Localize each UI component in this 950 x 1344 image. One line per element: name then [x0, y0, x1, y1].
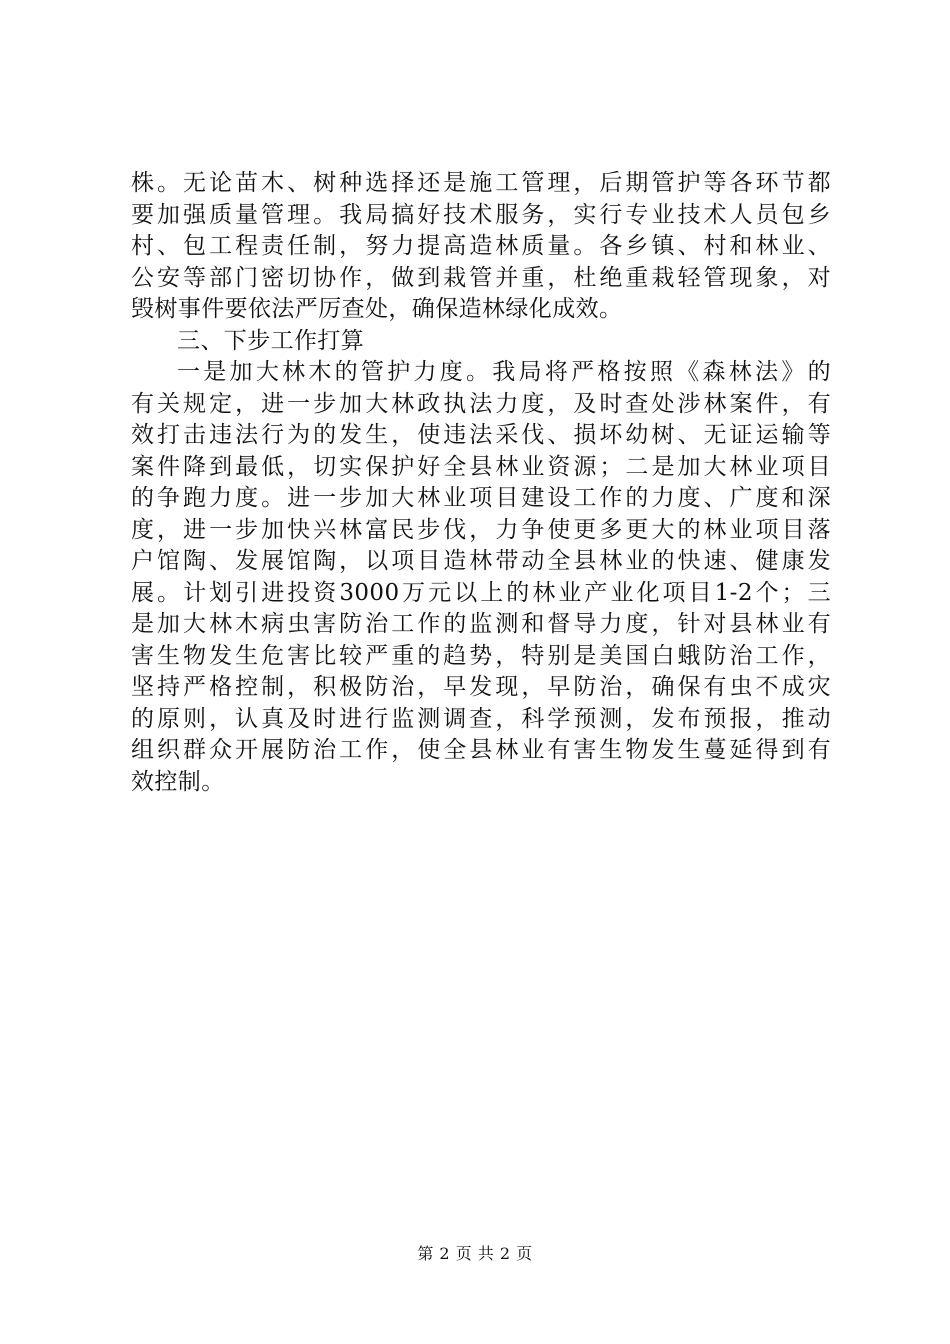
text-line: 户馆陶、发展馆陶，以项目造林带动全县林业的快速、健康发 — [131, 548, 831, 574]
text-line: 毁树事件要依法严厉查处，确保造林绿化成效。 — [131, 296, 623, 322]
page-number-label: 第 2 页 共 2 页 — [417, 1244, 533, 1263]
text-line: 株。无论苗木、树种选择还是施工管理，后期管护等各环节都 — [131, 170, 831, 196]
page-footer — [0, 1244, 950, 1264]
text-line: 村、包工程责任制，努力提高造林质量。各乡镇、村和林业、 — [131, 233, 831, 259]
text-line: 坚持严格控制，积极防治，早发现，早防治，确保有虫不成灾 — [131, 674, 831, 700]
text-line: 效控制。 — [131, 768, 225, 795]
text-line: 案件降到最低，切实保护好全县林业资源；二是加大林业项目 — [131, 453, 831, 480]
text-line: 害生物发生危害比较严重的趋势，特别是美国白蛾防治工作， — [131, 642, 831, 669]
text-line: 组织群众开展防治工作，使全县林业有害生物发生蔓延得到有 — [131, 737, 831, 763]
text-line: 要加强质量管理。我局搞好技术服务，实行专业技术人员包乡 — [131, 201, 831, 228]
text-line: 是加大林木病虫害防治工作的监测和督导力度，针对县林业有 — [131, 611, 831, 637]
text-line: 效打击违法行为的发生，使违法采伐、损坏幼树、无证运输等 — [131, 422, 831, 448]
section-heading: 三、下步工作打算 — [177, 327, 365, 354]
text-line: 的原则，认真及时进行监测调查，科学预测，发布预报，推动 — [131, 705, 831, 732]
text-line: 有关规定，进一步加大林政执法力度，及时查处涉林案件，有 — [131, 390, 831, 417]
text-line: 的争跑力度。进一步加大林业项目建设工作的力度、广度和深 — [131, 485, 831, 511]
text-line: 一是加大林木的管护力度。我局将严格按照《森林法》的 — [177, 359, 831, 385]
text-line: 度，进一步加快兴林富民步伐，力争使更多更大的林业项目落 — [131, 516, 831, 543]
document-body — [131, 168, 831, 798]
text-line: 公安等部门密切协作，做到栽管并重，杜绝重栽轻管现象，对 — [131, 264, 831, 291]
text-line: 展。计划引进投资3000万元以上的林业产业化项目1-2个；三 — [131, 579, 831, 606]
